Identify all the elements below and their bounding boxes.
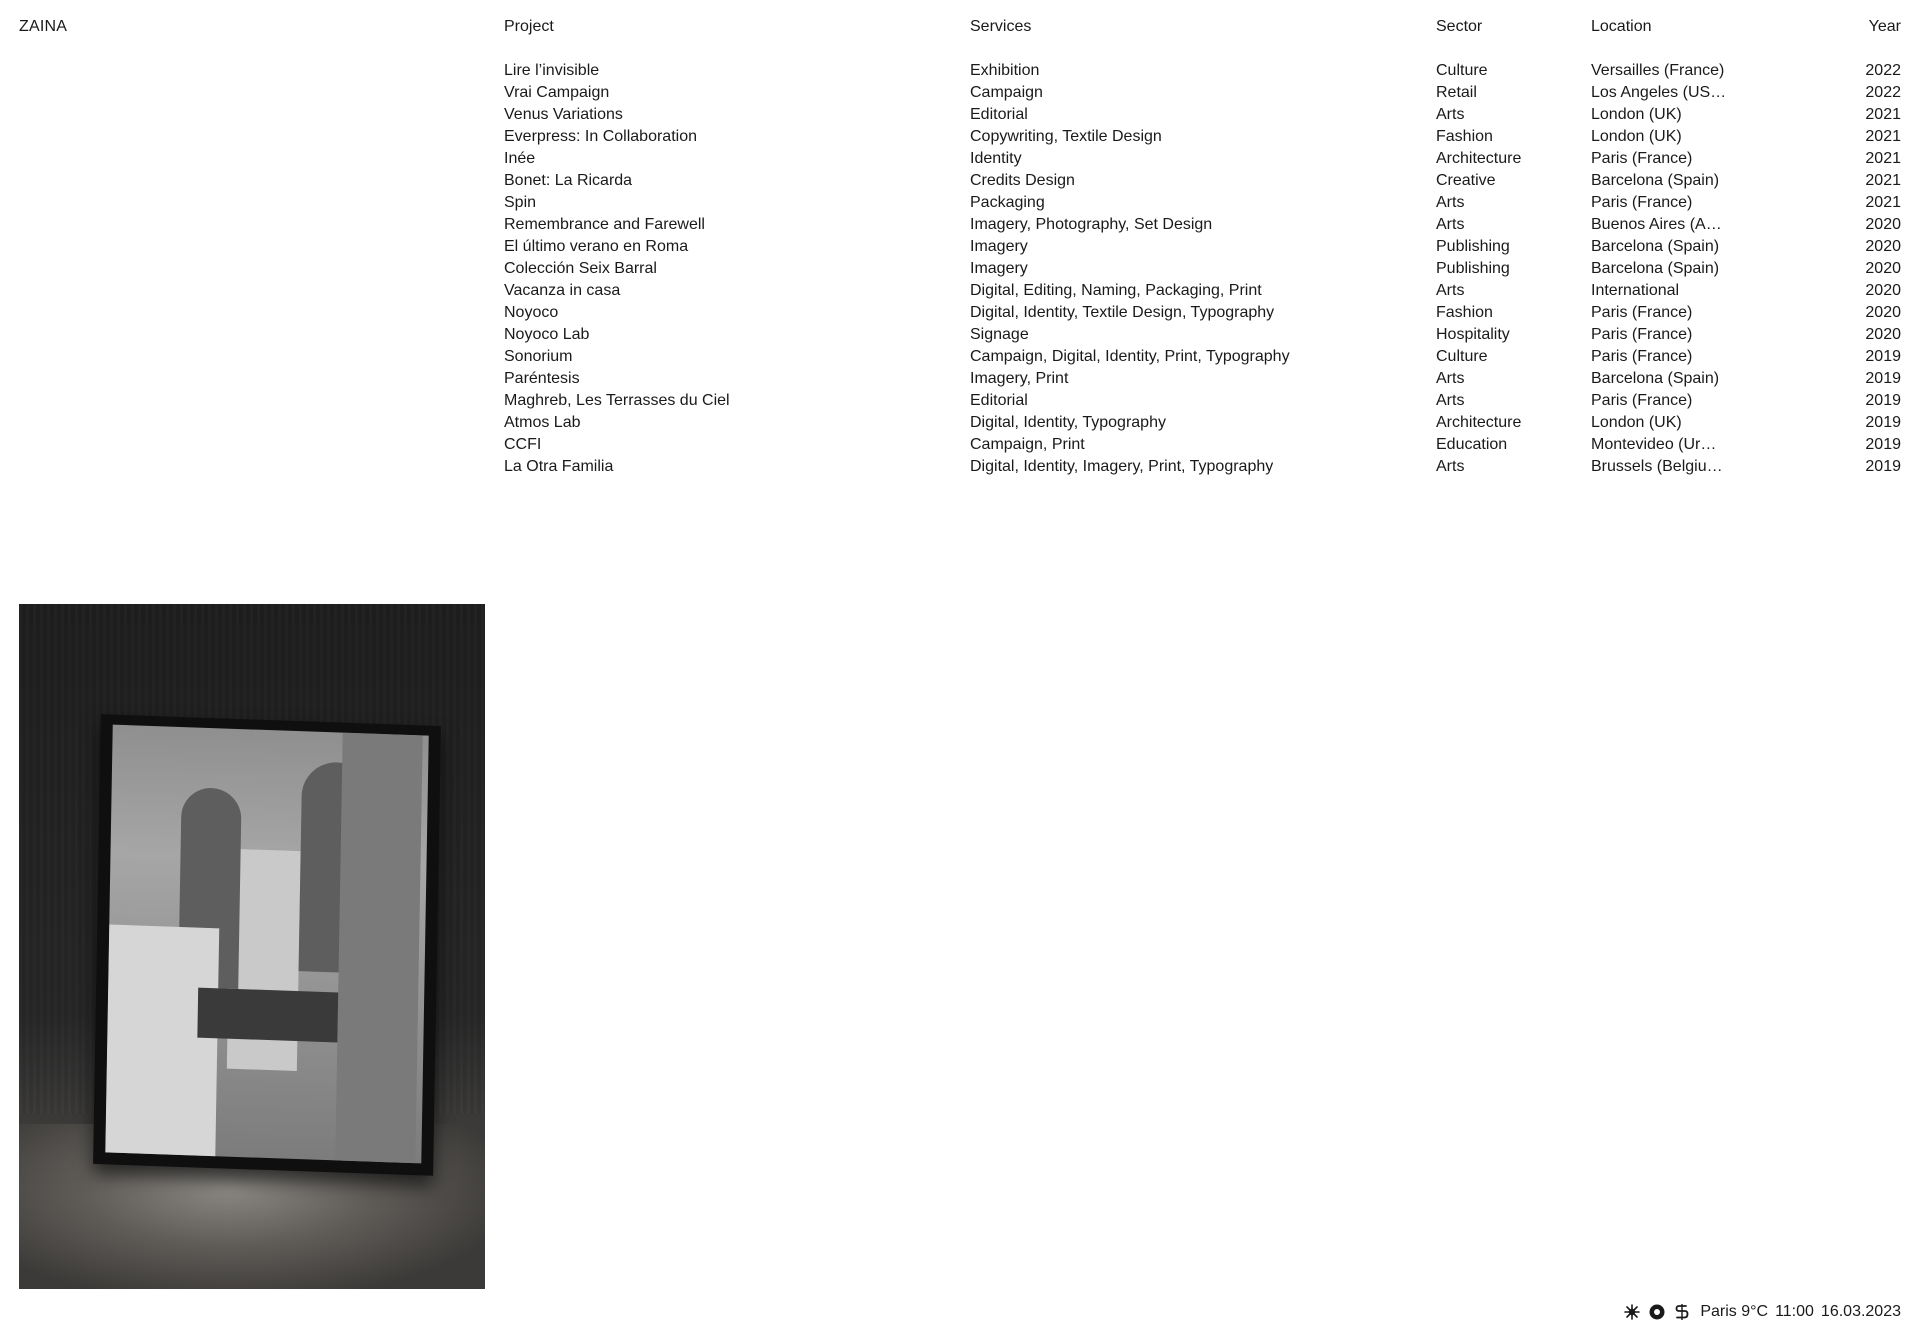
cell-sector: Publishing bbox=[1436, 260, 1510, 277]
cell-services: Signage bbox=[970, 326, 1029, 343]
table-row[interactable] bbox=[504, 214, 1901, 236]
cell-services: Campaign, Digital, Identity, Print, Typography bbox=[970, 348, 1290, 365]
cell-sector: Fashion bbox=[1436, 128, 1493, 145]
cell-services: Digital, Editing, Naming, Packaging, Print bbox=[970, 282, 1262, 299]
project-preview-image bbox=[19, 604, 485, 1289]
site-logo[interactable]: ZAINA bbox=[19, 18, 68, 35]
preview-artwork bbox=[105, 725, 428, 1164]
cell-project: Colección Seix Barral bbox=[504, 260, 657, 277]
sun-icon[interactable] bbox=[1623, 1303, 1641, 1321]
cell-year: 2020 bbox=[1865, 238, 1901, 255]
cell-project: Noyoco Lab bbox=[504, 326, 590, 343]
cell-sector: Culture bbox=[1436, 62, 1488, 79]
table-row[interactable] bbox=[504, 192, 1901, 214]
cell-project: Maghreb, Les Terrasses du Ciel bbox=[504, 392, 730, 409]
s-glyph-icon[interactable] bbox=[1673, 1303, 1691, 1321]
circle-dot-icon[interactable] bbox=[1648, 1303, 1666, 1321]
artwork-column bbox=[335, 733, 423, 1164]
cell-project: Everpress: In Collaboration bbox=[504, 128, 697, 145]
cell-location: Versailles (France) bbox=[1591, 62, 1725, 79]
artwork-foliage bbox=[197, 988, 338, 1043]
cell-year: 2021 bbox=[1865, 106, 1901, 123]
cell-location: Los Angeles (US… bbox=[1591, 84, 1727, 101]
cell-location: Paris (France) bbox=[1591, 150, 1693, 167]
cell-sector: Hospitality bbox=[1436, 326, 1510, 343]
cell-services: Imagery, Photography, Set Design bbox=[970, 216, 1213, 233]
cell-year: 2022 bbox=[1865, 84, 1901, 101]
cell-year: 2020 bbox=[1865, 216, 1901, 233]
cell-sector: Retail bbox=[1436, 84, 1477, 101]
table-row[interactable] bbox=[504, 258, 1901, 280]
table-row[interactable] bbox=[504, 456, 1901, 478]
cell-location: International bbox=[1591, 282, 1680, 299]
preview-frame bbox=[93, 714, 441, 1176]
status-bar bbox=[1623, 1301, 1901, 1323]
cell-sector: Arts bbox=[1436, 106, 1465, 123]
time-readout: 11:00 bbox=[1775, 1303, 1814, 1320]
cell-services: Copywriting, Textile Design bbox=[970, 128, 1162, 145]
header-location[interactable]: Location bbox=[1591, 18, 1652, 35]
cell-project: El último verano en Roma bbox=[504, 238, 689, 255]
cell-location: Buenos Aires (A… bbox=[1591, 216, 1722, 233]
cell-sector: Education bbox=[1436, 436, 1508, 453]
table-row[interactable] bbox=[504, 434, 1901, 456]
cell-year: 2021 bbox=[1865, 150, 1901, 167]
cell-sector: Arts bbox=[1436, 282, 1465, 299]
cell-services: Digital, Identity, Textile Design, Typography bbox=[970, 304, 1275, 321]
cell-project: La Otra Familia bbox=[504, 458, 614, 475]
table-row[interactable] bbox=[504, 412, 1901, 434]
cell-location: Montevideo (Ur… bbox=[1591, 436, 1717, 453]
cell-services: Digital, Identity, Typography bbox=[970, 414, 1166, 431]
cell-services: Credits Design bbox=[970, 172, 1075, 189]
cell-location: London (UK) bbox=[1591, 128, 1682, 145]
cell-services: Imagery, Print bbox=[970, 370, 1069, 387]
cell-services: Campaign bbox=[970, 84, 1043, 101]
cell-project: Spin bbox=[504, 194, 537, 211]
cell-project: Vrai Campaign bbox=[504, 84, 610, 101]
cell-project: Lire l’invisible bbox=[504, 62, 600, 79]
cell-project: CCFI bbox=[504, 436, 542, 453]
cell-year: 2019 bbox=[1865, 370, 1901, 387]
table-row[interactable] bbox=[504, 148, 1901, 170]
projects-table bbox=[504, 16, 1901, 478]
cell-services: Campaign, Print bbox=[970, 436, 1085, 453]
weather-readout: Paris 9°C bbox=[1700, 1303, 1769, 1320]
cell-services: Packaging bbox=[970, 194, 1045, 211]
artwork-figure bbox=[105, 924, 219, 1158]
date-readout: 16.03.2023 bbox=[1820, 1303, 1901, 1320]
cell-year: 2020 bbox=[1865, 260, 1901, 277]
table-row[interactable] bbox=[504, 302, 1901, 324]
cell-sector: Arts bbox=[1436, 370, 1465, 387]
cell-project: Inée bbox=[504, 150, 536, 167]
cell-services: Exhibition bbox=[970, 62, 1040, 79]
cell-year: 2019 bbox=[1865, 348, 1901, 365]
table-row[interactable] bbox=[504, 82, 1901, 104]
cell-location: Barcelona (Spain) bbox=[1591, 238, 1720, 255]
cell-sector: Creative bbox=[1436, 172, 1496, 189]
cell-location: Brussels (Belgiu… bbox=[1591, 458, 1723, 475]
cell-project: Sonorium bbox=[504, 348, 573, 365]
cell-sector: Architecture bbox=[1436, 150, 1522, 167]
cell-year: 2020 bbox=[1865, 304, 1901, 321]
cell-location: Barcelona (Spain) bbox=[1591, 172, 1720, 189]
cell-project: Venus Variations bbox=[504, 106, 623, 123]
cell-location: Paris (France) bbox=[1591, 304, 1693, 321]
cell-project: Atmos Lab bbox=[504, 414, 581, 431]
cell-location: London (UK) bbox=[1591, 106, 1682, 123]
cell-location: Barcelona (Spain) bbox=[1591, 370, 1720, 387]
table-row[interactable] bbox=[504, 236, 1901, 258]
header-project[interactable]: Project bbox=[504, 18, 554, 35]
cell-year: 2019 bbox=[1865, 436, 1901, 453]
table-row[interactable] bbox=[504, 126, 1901, 148]
cell-year: 2022 bbox=[1865, 62, 1901, 79]
cell-year: 2021 bbox=[1865, 194, 1901, 211]
cell-sector: Arts bbox=[1436, 392, 1465, 409]
table-body bbox=[504, 60, 1901, 478]
header-year[interactable]: Year bbox=[1868, 18, 1901, 35]
header-services[interactable]: Services bbox=[970, 18, 1032, 35]
table-header bbox=[504, 16, 1901, 38]
cell-project: Noyoco bbox=[504, 304, 559, 321]
table-row[interactable] bbox=[504, 280, 1901, 302]
table-row[interactable] bbox=[504, 324, 1901, 346]
cell-services: Digital, Identity, Imagery, Print, Typography bbox=[970, 458, 1274, 475]
cell-year: 2020 bbox=[1865, 326, 1901, 343]
cell-sector: Arts bbox=[1436, 216, 1465, 233]
table-row[interactable] bbox=[504, 104, 1901, 126]
cell-services: Identity bbox=[970, 150, 1022, 167]
cell-project: Vacanza in casa bbox=[504, 282, 621, 299]
cell-year: 2020 bbox=[1865, 282, 1901, 299]
cell-sector: Arts bbox=[1436, 458, 1465, 475]
cell-location: Paris (France) bbox=[1591, 194, 1693, 211]
cell-sector: Fashion bbox=[1436, 304, 1493, 321]
cell-project: Paréntesis bbox=[504, 370, 580, 387]
header-sector[interactable]: Sector bbox=[1436, 18, 1483, 35]
cell-sector: Publishing bbox=[1436, 238, 1510, 255]
cell-year: 2021 bbox=[1865, 128, 1901, 145]
cell-services: Imagery bbox=[970, 238, 1028, 255]
cell-sector: Arts bbox=[1436, 194, 1465, 211]
cell-services: Editorial bbox=[970, 106, 1028, 123]
cell-services: Editorial bbox=[970, 392, 1028, 409]
cell-location: Barcelona (Spain) bbox=[1591, 260, 1720, 277]
cell-project: Bonet: La Ricarda bbox=[504, 172, 633, 189]
cell-location: Paris (France) bbox=[1591, 392, 1693, 409]
cell-year: 2019 bbox=[1865, 392, 1901, 409]
cell-year: 2019 bbox=[1865, 458, 1901, 475]
cell-location: Paris (France) bbox=[1591, 326, 1693, 343]
cell-project: Remembrance and Farewell bbox=[504, 216, 705, 233]
table-row[interactable] bbox=[504, 60, 1901, 82]
table-row[interactable] bbox=[504, 346, 1901, 368]
table-row[interactable] bbox=[504, 368, 1901, 390]
cell-sector: Culture bbox=[1436, 348, 1488, 365]
cell-year: 2021 bbox=[1865, 172, 1901, 189]
table-row[interactable] bbox=[504, 170, 1901, 192]
cell-services: Imagery bbox=[970, 260, 1028, 277]
cell-location: London (UK) bbox=[1591, 414, 1682, 431]
cell-location: Paris (France) bbox=[1591, 348, 1693, 365]
cell-sector: Architecture bbox=[1436, 414, 1522, 431]
table-row[interactable] bbox=[504, 390, 1901, 412]
cell-year: 2019 bbox=[1865, 414, 1901, 431]
